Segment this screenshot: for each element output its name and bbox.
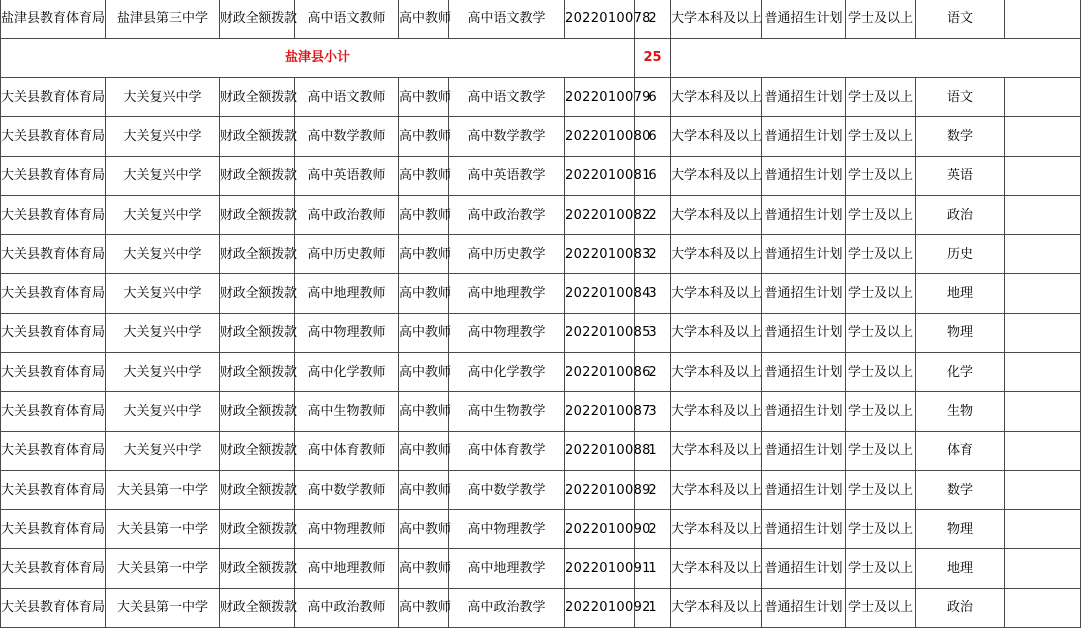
funding-cell: 财政全额拨款 [220, 313, 295, 352]
enrollment-plan-cell: 普通招生计划 [762, 392, 846, 431]
degree-cell: 学士及以上 [846, 156, 916, 195]
school-cell: 大关复兴中学 [106, 235, 220, 274]
position-code-cell: 2022010091 [565, 549, 635, 588]
duty-cell: 高中政治教学 [449, 588, 565, 627]
education-cell: 大学本科及以上 [671, 156, 762, 195]
headcount-cell: 6 [635, 117, 671, 156]
education-cell: 大学本科及以上 [671, 274, 762, 313]
funding-cell: 财政全额拨款 [220, 588, 295, 627]
subject-cell: 物理 [916, 510, 1005, 549]
category-cell: 高中教师 [399, 156, 449, 195]
category-cell: 高中教师 [399, 235, 449, 274]
subject-cell: 政治 [916, 588, 1005, 627]
education-cell: 大学本科及以上 [671, 588, 762, 627]
funding-cell: 财政全额拨款 [220, 549, 295, 588]
enrollment-plan-cell: 普通招生计划 [762, 117, 846, 156]
headcount-cell: 2 [635, 470, 671, 509]
headcount-cell: 6 [635, 156, 671, 195]
table-row [1, 78, 1081, 117]
position-cell: 高中地理教师 [295, 549, 399, 588]
position-code-cell: 2022010081 [565, 156, 635, 195]
funding-cell: 财政全额拨款 [220, 78, 295, 117]
enrollment-plan-cell: 普通招生计划 [762, 274, 846, 313]
table-row [1, 588, 1081, 627]
subject-cell: 地理 [916, 274, 1005, 313]
headcount-cell: 6 [635, 78, 671, 117]
empty-cell [1005, 470, 1081, 509]
headcount-cell: 3 [635, 274, 671, 313]
empty-cell [1005, 392, 1081, 431]
category-cell: 高中教师 [399, 313, 449, 352]
school-cell: 大关复兴中学 [106, 431, 220, 470]
degree-cell: 学士及以上 [846, 431, 916, 470]
school-cell: 大关县第一中学 [106, 510, 220, 549]
school-cell: 大关复兴中学 [106, 117, 220, 156]
enrollment-plan-cell: 普通招生计划 [762, 353, 846, 392]
degree-cell: 学士及以上 [846, 313, 916, 352]
enrollment-plan-cell: 普通招生计划 [762, 510, 846, 549]
subtotal-label: 盐津县小计 [1, 38, 635, 77]
education-cell: 大学本科及以上 [671, 195, 762, 234]
funding-cell: 财政全额拨款 [220, 156, 295, 195]
funding-cell: 财政全额拨款 [220, 235, 295, 274]
empty-cell [1005, 0, 1081, 38]
education-cell: 大学本科及以上 [671, 431, 762, 470]
position-code-cell: 2022010085 [565, 313, 635, 352]
funding-cell: 财政全额拨款 [220, 510, 295, 549]
school-cell: 大关复兴中学 [106, 392, 220, 431]
funding-cell: 财政全额拨款 [220, 353, 295, 392]
duty-cell: 高中英语教学 [449, 156, 565, 195]
headcount-cell: 2 [635, 0, 671, 38]
enrollment-plan-cell: 普通招生计划 [762, 0, 846, 38]
position-cell: 高中政治教师 [295, 588, 399, 627]
school-cell: 大关复兴中学 [106, 156, 220, 195]
degree-cell: 学士及以上 [846, 470, 916, 509]
category-cell: 高中教师 [399, 353, 449, 392]
duty-cell: 高中语文教学 [449, 0, 565, 38]
department-cell: 大关县教育体育局 [1, 117, 106, 156]
degree-cell: 学士及以上 [846, 235, 916, 274]
position-cell: 高中英语教师 [295, 156, 399, 195]
headcount-cell: 2 [635, 235, 671, 274]
empty-cell [1005, 235, 1081, 274]
position-cell: 高中历史教师 [295, 235, 399, 274]
position-code-cell: 2022010092 [565, 588, 635, 627]
department-cell: 大关县教育体育局 [1, 274, 106, 313]
department-cell: 大关县教育体育局 [1, 470, 106, 509]
enrollment-plan-cell: 普通招生计划 [762, 235, 846, 274]
position-code-cell: 2022010087 [565, 392, 635, 431]
education-cell: 大学本科及以上 [671, 0, 762, 38]
school-cell: 大关复兴中学 [106, 353, 220, 392]
table-body [1, 0, 1081, 628]
school-cell: 大关复兴中学 [106, 274, 220, 313]
funding-cell: 财政全额拨款 [220, 392, 295, 431]
table-row [1, 510, 1081, 549]
position-cell: 高中政治教师 [295, 195, 399, 234]
position-cell: 高中化学教师 [295, 353, 399, 392]
position-code-cell: 2022010078 [565, 0, 635, 38]
position-code-cell: 2022010080 [565, 117, 635, 156]
table-row [1, 235, 1081, 274]
position-cell: 高中生物教师 [295, 392, 399, 431]
subject-cell: 地理 [916, 549, 1005, 588]
position-cell: 高中语文教师 [295, 78, 399, 117]
school-cell: 大关县第一中学 [106, 588, 220, 627]
category-cell: 高中教师 [399, 117, 449, 156]
headcount-cell: 1 [635, 588, 671, 627]
table-row [1, 117, 1081, 156]
subject-cell: 语文 [916, 0, 1005, 38]
duty-cell: 高中地理教学 [449, 549, 565, 588]
subject-cell: 数学 [916, 117, 1005, 156]
department-cell: 大关县教育体育局 [1, 392, 106, 431]
education-cell: 大学本科及以上 [671, 392, 762, 431]
empty-cell [1005, 549, 1081, 588]
degree-cell: 学士及以上 [846, 392, 916, 431]
category-cell: 高中教师 [399, 431, 449, 470]
subject-cell: 政治 [916, 195, 1005, 234]
education-cell: 大学本科及以上 [671, 549, 762, 588]
table-row [1, 0, 1081, 38]
category-cell: 高中教师 [399, 549, 449, 588]
position-cell: 高中物理教师 [295, 313, 399, 352]
subject-cell: 物理 [916, 313, 1005, 352]
duty-cell: 高中数学教学 [449, 470, 565, 509]
headcount-cell: 2 [635, 510, 671, 549]
school-cell: 大关复兴中学 [106, 195, 220, 234]
table-row [1, 431, 1081, 470]
school-cell: 大关复兴中学 [106, 313, 220, 352]
duty-cell: 高中体育教学 [449, 431, 565, 470]
category-cell: 高中教师 [399, 0, 449, 38]
education-cell: 大学本科及以上 [671, 235, 762, 274]
empty-cell [1005, 274, 1081, 313]
headcount-cell: 2 [635, 195, 671, 234]
table-row [1, 195, 1081, 234]
position-code-cell: 2022010083 [565, 235, 635, 274]
position-code-cell: 2022010088 [565, 431, 635, 470]
subtotal-row [1, 38, 1081, 77]
school-cell: 盐津县第三中学 [106, 0, 220, 38]
degree-cell: 学士及以上 [846, 588, 916, 627]
duty-cell: 高中化学教学 [449, 353, 565, 392]
duty-cell: 高中物理教学 [449, 313, 565, 352]
enrollment-plan-cell: 普通招生计划 [762, 588, 846, 627]
education-cell: 大学本科及以上 [671, 353, 762, 392]
funding-cell: 财政全额拨款 [220, 431, 295, 470]
empty-cell [1005, 195, 1081, 234]
degree-cell: 学士及以上 [846, 195, 916, 234]
position-cell: 高中语文教师 [295, 0, 399, 38]
degree-cell: 学士及以上 [846, 274, 916, 313]
category-cell: 高中教师 [399, 78, 449, 117]
funding-cell: 财政全额拨款 [220, 470, 295, 509]
table-row [1, 313, 1081, 352]
education-cell: 大学本科及以上 [671, 313, 762, 352]
degree-cell: 学士及以上 [846, 78, 916, 117]
duty-cell: 高中语文教学 [449, 78, 565, 117]
department-cell: 大关县教育体育局 [1, 313, 106, 352]
duty-cell: 高中政治教学 [449, 195, 565, 234]
degree-cell: 学士及以上 [846, 117, 916, 156]
category-cell: 高中教师 [399, 195, 449, 234]
department-cell: 大关县教育体育局 [1, 195, 106, 234]
empty-cell [1005, 510, 1081, 549]
degree-cell: 学士及以上 [846, 510, 916, 549]
education-cell: 大学本科及以上 [671, 78, 762, 117]
subtotal-value: 25 [635, 38, 671, 77]
degree-cell: 学士及以上 [846, 353, 916, 392]
enrollment-plan-cell: 普通招生计划 [762, 313, 846, 352]
category-cell: 高中教师 [399, 392, 449, 431]
subject-cell: 化学 [916, 353, 1005, 392]
empty-cell [1005, 313, 1081, 352]
department-cell: 大关县教育体育局 [1, 78, 106, 117]
headcount-cell: 1 [635, 549, 671, 588]
department-cell: 大关县教育体育局 [1, 431, 106, 470]
position-cell: 高中数学教师 [295, 117, 399, 156]
table-row [1, 470, 1081, 509]
enrollment-plan-cell: 普通招生计划 [762, 549, 846, 588]
empty-cell [1005, 431, 1081, 470]
funding-cell: 财政全额拨款 [220, 0, 295, 38]
subtotal-empty [671, 38, 1081, 77]
education-cell: 大学本科及以上 [671, 510, 762, 549]
duty-cell: 高中物理教学 [449, 510, 565, 549]
headcount-cell: 3 [635, 392, 671, 431]
school-cell: 大关复兴中学 [106, 78, 220, 117]
subject-cell: 体育 [916, 431, 1005, 470]
position-cell: 高中体育教师 [295, 431, 399, 470]
position-code-cell: 2022010084 [565, 274, 635, 313]
empty-cell [1005, 78, 1081, 117]
empty-cell [1005, 156, 1081, 195]
position-cell: 高中数学教师 [295, 470, 399, 509]
subject-cell: 历史 [916, 235, 1005, 274]
subject-cell: 数学 [916, 470, 1005, 509]
school-cell: 大关县第一中学 [106, 470, 220, 509]
enrollment-plan-cell: 普通招生计划 [762, 156, 846, 195]
position-code-cell: 2022010090 [565, 510, 635, 549]
empty-cell [1005, 353, 1081, 392]
department-cell: 大关县教育体育局 [1, 156, 106, 195]
empty-cell [1005, 588, 1081, 627]
duty-cell: 高中历史教学 [449, 235, 565, 274]
category-cell: 高中教师 [399, 588, 449, 627]
enrollment-plan-cell: 普通招生计划 [762, 470, 846, 509]
category-cell: 高中教师 [399, 510, 449, 549]
education-cell: 大学本科及以上 [671, 117, 762, 156]
department-cell: 大关县教育体育局 [1, 510, 106, 549]
table-row [1, 156, 1081, 195]
subject-cell: 英语 [916, 156, 1005, 195]
position-code-cell: 2022010079 [565, 78, 635, 117]
table-row [1, 392, 1081, 431]
education-cell: 大学本科及以上 [671, 470, 762, 509]
headcount-cell: 3 [635, 313, 671, 352]
table-row [1, 549, 1081, 588]
funding-cell: 财政全额拨款 [220, 195, 295, 234]
position-code-cell: 2022010086 [565, 353, 635, 392]
department-cell: 大关县教育体育局 [1, 235, 106, 274]
enrollment-plan-cell: 普通招生计划 [762, 195, 846, 234]
position-code-cell: 2022010082 [565, 195, 635, 234]
department-cell: 盐津县教育体育局 [1, 0, 106, 38]
subject-cell: 语文 [916, 78, 1005, 117]
duty-cell: 高中数学教学 [449, 117, 565, 156]
category-cell: 高中教师 [399, 274, 449, 313]
category-cell: 高中教师 [399, 470, 449, 509]
headcount-cell: 2 [635, 353, 671, 392]
headcount-cell: 1 [635, 431, 671, 470]
funding-cell: 财政全额拨款 [220, 274, 295, 313]
department-cell: 大关县教育体育局 [1, 588, 106, 627]
department-cell: 大关县教育体育局 [1, 549, 106, 588]
position-cell: 高中地理教师 [295, 274, 399, 313]
degree-cell: 学士及以上 [846, 0, 916, 38]
position-code-cell: 2022010089 [565, 470, 635, 509]
empty-cell [1005, 117, 1081, 156]
table-row [1, 274, 1081, 313]
enrollment-plan-cell: 普通招生计划 [762, 78, 846, 117]
funding-cell: 财政全额拨款 [220, 117, 295, 156]
department-cell: 大关县教育体育局 [1, 353, 106, 392]
position-cell: 高中物理教师 [295, 510, 399, 549]
degree-cell: 学士及以上 [846, 549, 916, 588]
subject-cell: 生物 [916, 392, 1005, 431]
duty-cell: 高中生物教学 [449, 392, 565, 431]
school-cell: 大关县第一中学 [106, 549, 220, 588]
enrollment-plan-cell: 普通招生计划 [762, 431, 846, 470]
duty-cell: 高中地理教学 [449, 274, 565, 313]
table-row [1, 353, 1081, 392]
